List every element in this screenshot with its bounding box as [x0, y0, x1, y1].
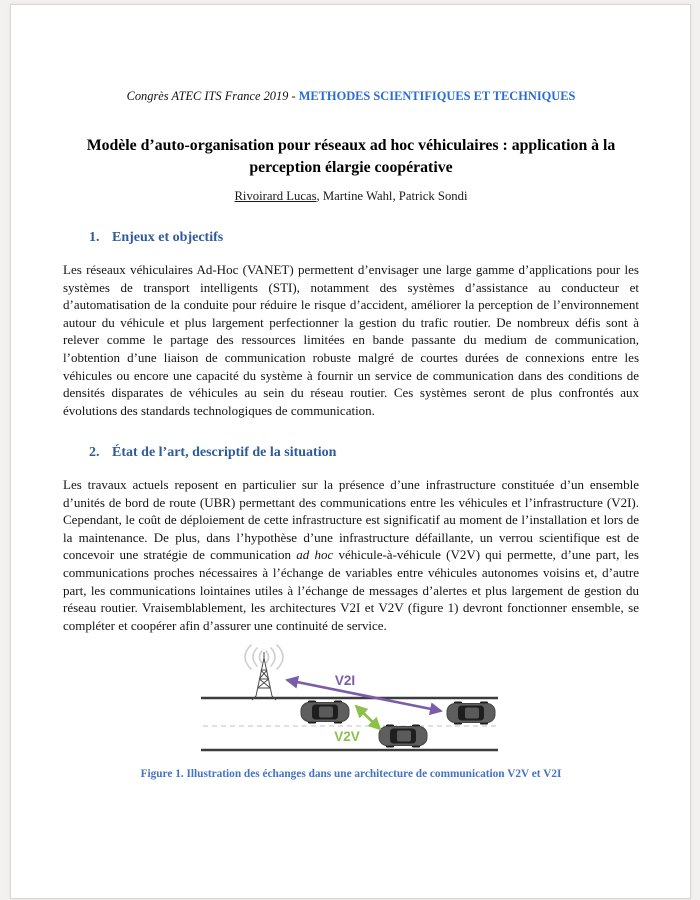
car-middle-icon [301, 701, 349, 724]
section-2-paragraph [63, 476, 639, 634]
header-separator: - [288, 89, 299, 103]
roadside-antenna-icon [252, 652, 276, 700]
figure-1 [181, 642, 521, 762]
section-1-title: Enjeux et objectifs [112, 230, 224, 245]
section-2-title: État de l’art, descriptif de la situation [112, 445, 337, 460]
section-2-italic-term: ad hoc [296, 547, 334, 563]
section-1-heading [63, 230, 639, 246]
car-bottom-icon [379, 725, 427, 748]
section-1-paragraph: Les réseaux véhiculaires Ad-Hoc (VANET) permettent d’envisager une large gamme d’applications pour les systèmes de transport intelligents (STI), notamment des systèmes d’assistance au conducteur et d’automatisation de la conduite pour réduire le risque d’accident, améliorer la perception de l’environnement autour du véhicule et plus largement perfectionner la gestion du trafic routier. De nombreux défis sont à relever comme le partage des ressources limitées en bande passante du medium de communication, l’obtention d’une liaison de communication robuste malgré de courtes durées de connexions entre les véhicules ou encore une capacité du système à fournir un service de communication dans des conditions de densités disparates de véhicules au sein du réseau routier. Ces systèmes seront de plus confrontés aux évolutions des standards technologiques de communication. [63, 262, 639, 418]
authors-rest: , Martine Wahl, Patrick Sondi [316, 189, 468, 203]
v2v-label: V2V [334, 729, 360, 744]
conference-name: Congrès ATEC ITS France 2019 [126, 89, 289, 103]
v2i-label: V2I [334, 673, 356, 688]
running-header [63, 89, 639, 104]
section-1-number: 1. [89, 230, 100, 245]
author-presenting: Rivoirard Lucas [234, 189, 317, 203]
authors-line [63, 189, 639, 204]
section-2-text-a: Les travaux actuels reposent en particulier sur la présence d’une infrastructure constituée d’un ensemble d’unités de bord de route (UBR) permettant des communications entre les véhicules et l’infrastructure (V2I). Cependant, le coût de déploiement de cette infrastructure est significatif au moment de l’installation et lors de la maintenance. De plus, dans l’hypothèse d’une infrastructure défaillante, un verrou scientifique est de concevoir une stratégie de communication [63, 477, 639, 563]
car-right-icon [447, 702, 495, 725]
v2x-diagram [181, 642, 521, 762]
section-2-heading [63, 445, 639, 461]
section-2-number: 2. [89, 445, 100, 460]
section-2-text-b: véhicule-à-véhicule (V2V) qui permette, d’une part, les communications proches nécessaires à l’échange de variables entre véhicules autonomes voisins et, d’autre part, les communications lointaines utiles à l’échange de messages d’alertes et plus largement de gestion du réseau routier. Vraisemblablement, les architectures V2I et V2V (figure 1) devront fonctionner ensemble, se compléter et coopérer afin d’assurer une continuité de service. [63, 547, 639, 633]
document-page [10, 4, 691, 899]
paper-title: Modèle d’auto-organisation pour réseaux ad hoc véhiculaires : application à la perception élargie coopérative [86, 137, 616, 176]
conference-series: METHODES SCIENTIFIQUES ET TECHNIQUES [298, 89, 576, 103]
figure-1-caption: Figure 1. Illustration des échanges dans une architecture de communication V2V et V2I [140, 768, 562, 780]
